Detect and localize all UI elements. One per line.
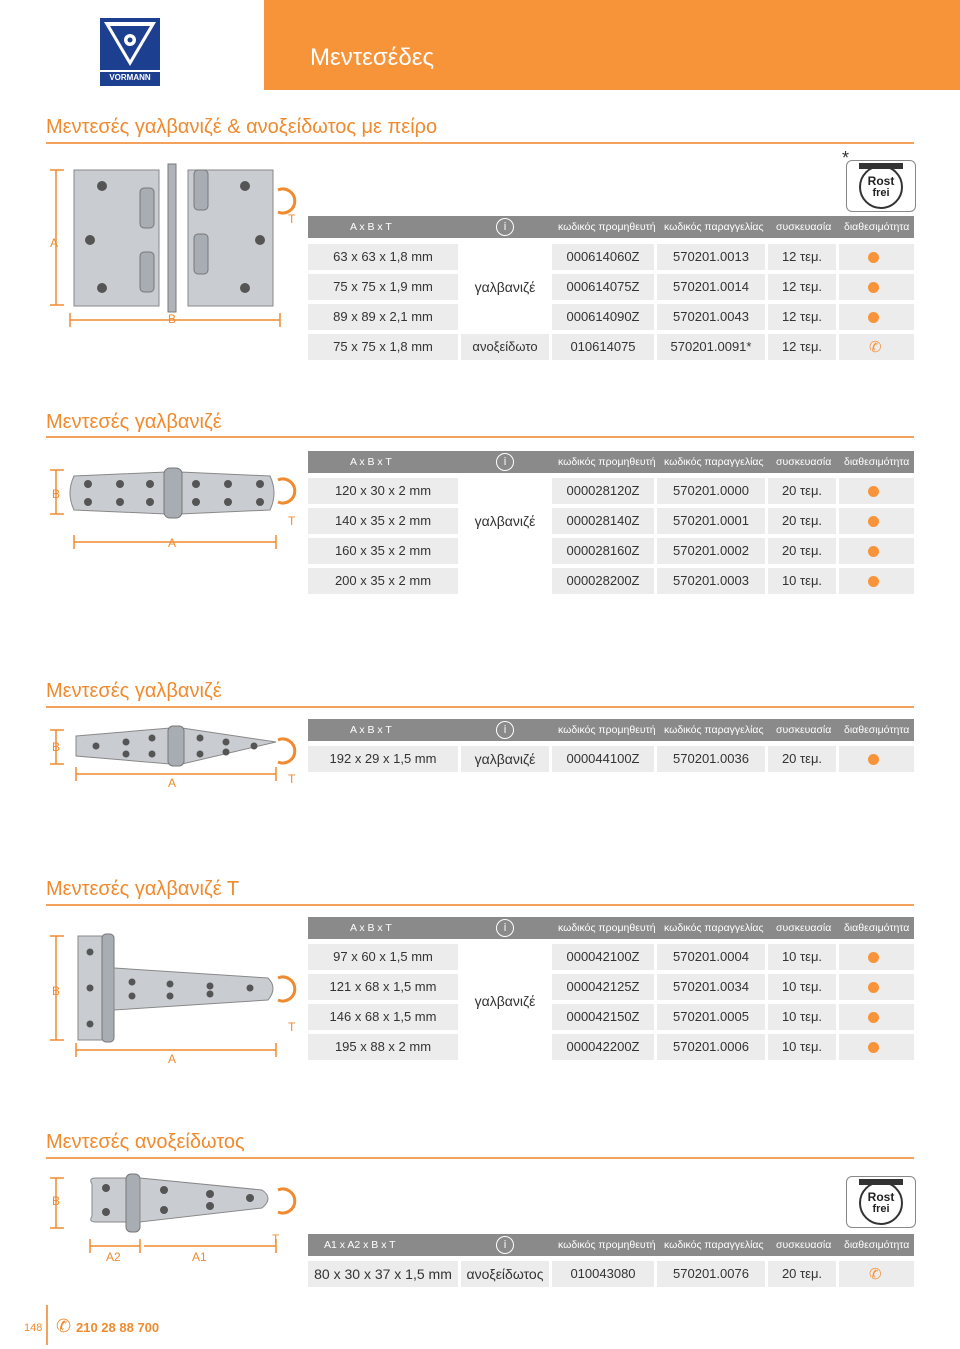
table-header xyxy=(308,451,914,473)
cell-order: 570201.0003 xyxy=(657,568,765,594)
col-order-code: κωδικός παραγγελίας xyxy=(664,456,764,468)
table-header xyxy=(308,1234,914,1256)
cell-dims: 195 x 88 x 2 mm xyxy=(308,1034,458,1060)
cell-order: 570201.0043 xyxy=(657,304,765,330)
section-divider xyxy=(46,904,914,906)
cell-supplier: 000042200Z xyxy=(552,1034,654,1060)
cell-avail xyxy=(839,244,914,270)
info-icon: i xyxy=(496,1236,514,1254)
footer-phone[interactable]: 210 28 88 700 xyxy=(76,1320,160,1335)
cell-dims: 63 x 63 x 1,8 mm xyxy=(308,244,458,270)
pin-hinge-image xyxy=(40,160,300,335)
dim-label-b: B xyxy=(52,1194,61,1208)
available-dot xyxy=(868,546,879,557)
dim-label-a: A xyxy=(50,236,59,250)
available-dot xyxy=(868,252,879,263)
section-divider xyxy=(46,1157,914,1159)
cell-pack: 10 τεμ. xyxy=(768,974,836,1000)
cell-supplier: 010043080 xyxy=(552,1261,654,1287)
cell-avail xyxy=(839,1034,914,1060)
cell-dims: 97 x 60 x 1,5 mm xyxy=(308,944,458,970)
col-packaging: συσκευασία xyxy=(776,456,832,468)
cell-avail xyxy=(839,1261,914,1287)
cell-order: 570201.0076 xyxy=(657,1261,765,1287)
section-title: Μεντεσές ανοξείδωτος xyxy=(46,1131,245,1153)
cell-order: 570201.0001 xyxy=(657,508,765,534)
brand-name: VORMANN xyxy=(109,73,151,82)
section-title: Μεντεσές γαλβανιζέ xyxy=(46,411,222,433)
cell-pack: 20 τεμ. xyxy=(768,508,836,534)
dim-label-b: B xyxy=(168,312,177,326)
cell-pack: 20 τεμ. xyxy=(768,538,836,564)
cell-material: γαλβανιζέ xyxy=(474,513,536,529)
info-icon: i xyxy=(496,453,514,471)
dim-label-t: T xyxy=(288,772,296,786)
cell-order: 570201.0005 xyxy=(657,1004,765,1030)
cell-pack: 12 τεμ. xyxy=(768,304,836,330)
col-supplier-code: κωδικός προμηθευτή xyxy=(558,456,656,468)
table-header xyxy=(308,719,914,741)
available-dot xyxy=(868,312,879,323)
available-dot xyxy=(868,282,879,293)
dim-label-b: B xyxy=(52,487,61,501)
dim-label-t: T xyxy=(288,514,296,528)
col-packaging: συσκευασία xyxy=(776,922,832,934)
cell-material: γαλβανιζέ xyxy=(474,279,536,295)
phone-icon: ✆ xyxy=(869,338,882,356)
col-dims: A x B x T xyxy=(350,922,392,934)
cell-pack: 20 τεμ. xyxy=(768,746,836,772)
footer-divider xyxy=(46,1305,48,1345)
available-dot xyxy=(868,952,879,963)
phone-icon: ✆ xyxy=(56,1316,72,1337)
rostfrei-line1: Rost xyxy=(867,1190,895,1204)
cell-material: γαλβανιζέ xyxy=(474,993,536,1009)
rostfrei-line2: frei xyxy=(872,187,890,199)
dim-label-a: A xyxy=(168,1052,177,1066)
col-order-code: κωδικός παραγγελίας xyxy=(664,1239,764,1251)
cell-pack: 10 τεμ. xyxy=(768,1004,836,1030)
cell-avail xyxy=(839,304,914,330)
cell-order: 570201.0013 xyxy=(657,244,765,270)
cell-supplier: 000044100Z xyxy=(552,746,654,772)
dim-label-a2: A2 xyxy=(106,1250,121,1264)
page-number: 148 xyxy=(24,1322,43,1334)
col-dims: A x B x T xyxy=(350,221,392,233)
col-supplier-code: κωδικός προμηθευτή xyxy=(558,724,656,736)
col-packaging: συσκευασία xyxy=(776,724,832,736)
dim-label-b: B xyxy=(52,984,61,998)
col-dims: A x B x T xyxy=(350,456,392,468)
col-dims: A x B x T xyxy=(350,724,392,736)
cell-supplier: 000614060Z xyxy=(552,244,654,270)
cell-supplier: 000028200Z xyxy=(552,568,654,594)
col-order-code: κωδικός παραγγελίας xyxy=(664,221,764,233)
info-icon: i xyxy=(496,919,514,937)
cell-order: 570201.0006 xyxy=(657,1034,765,1060)
dim-label-b: B xyxy=(52,740,61,754)
cell-avail xyxy=(839,568,914,594)
cell-avail xyxy=(839,478,914,504)
asterisk: * xyxy=(842,148,850,168)
cell-avail xyxy=(839,1004,914,1030)
section-title: Μεντεσές γαλβανιζέ & ανοξείδωτος με πείρο xyxy=(46,116,438,138)
cell-dims: 192 x 29 x 1,5 mm xyxy=(308,746,458,772)
cell-supplier: 000028160Z xyxy=(552,538,654,564)
cell-avail xyxy=(839,974,914,1000)
dim-label-t: T xyxy=(272,1232,280,1246)
cell-dims: 80 x 30 x 37 x 1,5 mm xyxy=(308,1261,458,1287)
cell-avail xyxy=(839,538,914,564)
cell-material: ανοξείδωτο xyxy=(461,334,549,360)
col-packaging: συσκευασία xyxy=(776,221,832,233)
available-dot xyxy=(868,754,879,765)
rostfrei-line1: Rost xyxy=(867,174,895,188)
cell-supplier: 000042100Z xyxy=(552,944,654,970)
dim-label-a: A xyxy=(168,536,177,550)
col-availability: διαθεσιμότητα xyxy=(844,922,910,934)
col-availability: διαθεσιμότητα xyxy=(844,456,910,468)
cell-pack: 10 τεμ. xyxy=(768,1034,836,1060)
logo-area xyxy=(0,0,262,90)
cell-dims: 160 x 35 x 2 mm xyxy=(308,538,458,564)
col-supplier-code: κωδικός προμηθευτή xyxy=(558,922,656,934)
available-dot xyxy=(868,486,879,497)
t-hinge-image xyxy=(40,930,300,1060)
col-dims: A1 x A2 x B x T xyxy=(324,1239,396,1251)
section-title: Μεντεσές γαλβανιζέ xyxy=(46,680,222,702)
dim-label-a1: A1 xyxy=(192,1250,207,1264)
section-divider xyxy=(46,436,914,438)
info-icon: i xyxy=(496,218,514,236)
cell-supplier: 000042125Z xyxy=(552,974,654,1000)
available-dot xyxy=(868,1012,879,1023)
cell-supplier: 000028120Z xyxy=(552,478,654,504)
cell-dims: 75 x 75 x 1,9 mm xyxy=(308,274,458,300)
cell-material: ανοξείδωτος xyxy=(461,1261,549,1287)
cell-pack: 12 τεμ. xyxy=(768,274,836,300)
cell-pack: 10 τεμ. xyxy=(768,568,836,594)
col-order-code: κωδικός παραγγελίας xyxy=(664,724,764,736)
cell-pack: 12 τεμ. xyxy=(768,244,836,270)
cell-supplier: 000614090Z xyxy=(552,304,654,330)
dim-label-t: T xyxy=(288,212,296,226)
dim-label-a: A xyxy=(168,776,177,790)
cell-avail xyxy=(839,274,914,300)
col-availability: διαθεσιμότητα xyxy=(844,221,910,233)
cell-order: 570201.0091* xyxy=(657,334,765,360)
available-dot xyxy=(868,1042,879,1053)
phone-icon: ✆ xyxy=(869,1265,882,1283)
col-availability: διαθεσιμότητα xyxy=(844,1239,910,1251)
stainless-hinge-image xyxy=(40,1168,300,1263)
cell-dims: 120 x 30 x 2 mm xyxy=(308,478,458,504)
table-header xyxy=(308,216,914,238)
available-dot xyxy=(868,576,879,587)
cell-order: 570201.0034 xyxy=(657,974,765,1000)
section-divider xyxy=(46,142,914,144)
info-icon: i xyxy=(496,721,514,739)
cell-dims: 89 x 89 x 2,1 mm xyxy=(308,304,458,330)
col-availability: διαθεσιμότητα xyxy=(844,724,910,736)
cell-pack: 10 τεμ. xyxy=(768,944,836,970)
col-order-code: κωδικός παραγγελίας xyxy=(664,922,764,934)
cell-supplier: 000614075Z xyxy=(552,274,654,300)
dim-label-t: T xyxy=(288,1020,296,1034)
col-packaging: συσκευασία xyxy=(776,1239,832,1251)
cell-supplier: 000028140Z xyxy=(552,508,654,534)
rostfrei-line2: frei xyxy=(872,1203,890,1215)
cell-avail xyxy=(839,944,914,970)
cell-pack: 20 τεμ. xyxy=(768,478,836,504)
cell-avail xyxy=(839,508,914,534)
cell-material: γαλβανιζέ xyxy=(461,746,549,772)
rostfrei-badge-2 xyxy=(846,1176,916,1228)
cell-order: 570201.0014 xyxy=(657,274,765,300)
col-supplier-code: κωδικός προμηθευτή xyxy=(558,221,656,233)
available-dot xyxy=(868,516,879,527)
cell-supplier: 010614075 xyxy=(552,334,654,360)
rostfrei-badge-1 xyxy=(846,160,916,212)
cell-supplier: 000042150Z xyxy=(552,1004,654,1030)
page-title: Μεντεσέδες xyxy=(310,44,435,71)
cell-avail xyxy=(839,746,914,772)
cell-avail xyxy=(839,334,914,360)
cell-order: 570201.0036 xyxy=(657,746,765,772)
cell-dims: 140 x 35 x 2 mm xyxy=(308,508,458,534)
col-supplier-code: κωδικός προμηθευτή xyxy=(558,1239,656,1251)
cell-order: 570201.0002 xyxy=(657,538,765,564)
section-divider xyxy=(46,706,914,708)
section-title: Μεντεσές γαλβανιζέ Τ xyxy=(46,878,240,900)
cell-order: 570201.0000 xyxy=(657,478,765,504)
cell-dims: 121 x 68 x 1,5 mm xyxy=(308,974,458,1000)
cell-pack: 20 τεμ. xyxy=(768,1261,836,1287)
available-dot xyxy=(868,982,879,993)
cell-dims: 75 x 75 x 1,8 mm xyxy=(308,334,458,360)
cell-dims: 146 x 68 x 1,5 mm xyxy=(308,1004,458,1030)
cell-pack: 12 τεμ. xyxy=(768,334,836,360)
cell-order: 570201.0004 xyxy=(657,944,765,970)
table-header xyxy=(308,917,914,939)
cell-dims: 200 x 35 x 2 mm xyxy=(308,568,458,594)
